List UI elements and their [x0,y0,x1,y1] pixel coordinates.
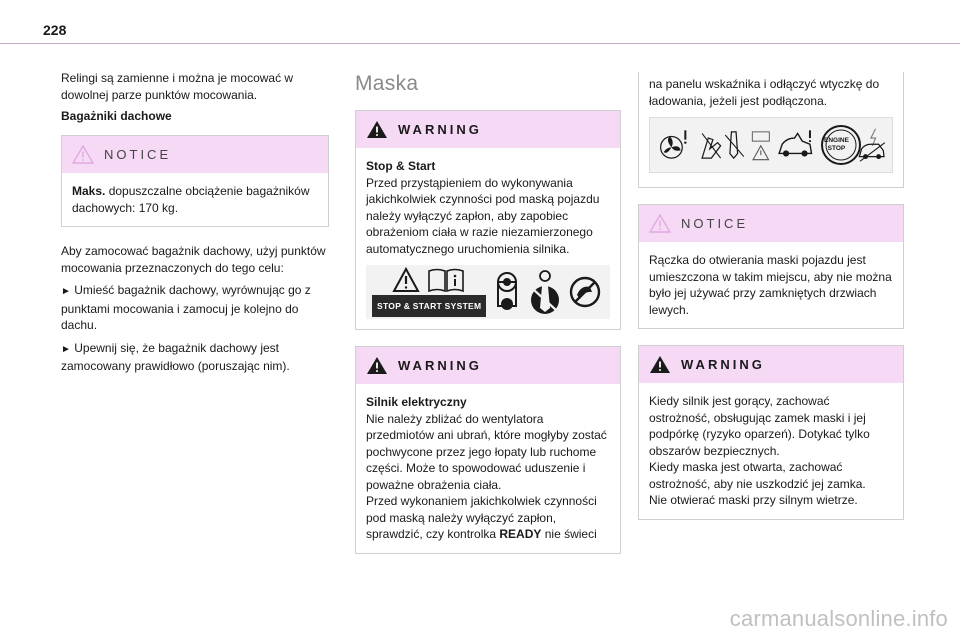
warning-body [356,384,620,553]
warning-box-stop-start [355,110,621,330]
warning-pictogram-icon [392,267,420,293]
belt-pulley-icon [492,270,522,314]
fan-warning-icon [656,122,695,168]
stop-start-badge: STOP & START SYSTEM [372,295,486,318]
notice-text: dopuszczalne obciążenie bagażników dachowych: 170 kg. [72,184,310,215]
notice-box-1 [61,135,329,227]
notice-label: NOTICE [681,216,749,231]
notice-label: NOTICE [104,147,172,162]
column-3 [638,72,904,536]
continued-body [639,72,903,187]
page-number: 228 [43,22,67,38]
step-1: ► Umieść bagażnik dachowy, wyrównując go z punktami mocowania i zamocuj je kolejno do dachu. [61,283,311,332]
warning-triangle-icon [366,356,388,375]
manual-book-icon [426,267,466,293]
warning-label: WARNING [681,357,765,372]
warning-label: WARNING [398,358,482,373]
bonnet-pictograms [649,117,893,173]
notice-body [639,242,903,328]
warning-header [639,346,903,383]
notice-box-2 [638,204,904,329]
engine-stop-label: ENGINE STOP [823,137,849,152]
notice-triangle-icon [649,214,671,233]
warning-triangle-icon [649,355,671,374]
arrow-icon: ► [61,343,71,355]
arrow-icon: ► [61,286,71,297]
notice-header [62,136,328,173]
column-1 [61,70,329,381]
warning-triangle-icon [366,120,388,139]
warning-label: WARNING [398,122,482,137]
engine-stop-button-icon [820,124,852,166]
warning-text-2b: nie świeci [541,527,597,541]
column-2 [355,70,621,570]
stop-start-pictograms [366,265,610,319]
notice-lead: Maks. [72,184,106,198]
step-2: ► Upewnij się, że bagażnik dachowy jest zamocowany prawidłowo (poruszając nim). [61,340,290,373]
warning-header [356,111,620,148]
continued-box [638,72,904,188]
notice-header [639,205,903,242]
warning-text-2: Kiedy maska jest otwarta, zachować ostrożność, aby nie uszkodzić jej zamka. [649,460,866,491]
warning-lead: Stop & Start [366,159,436,173]
section-title-bonnet: Maska [355,72,419,95]
warning-box-electric-motor [355,346,621,554]
warning-header [356,347,620,384]
warning-text: Przed przystąpieniem do wykonywania jakichkolwiek czynności pod maską pojazdu należy wyłączyć zapłon, aby zapobiec obrażeniom ciała w razie niezamierzonego automatycznego uruchomienia silnika. [366,175,600,256]
warning-text-1: Nie należy zbliżać do wentylatora przedmiotów ani ubrań, które mogłyby zostać pochwycone przez jego łopaty lub ruchome części. Może to spowodować uduszenie i poważne obrażenia ciała. [366,411,607,492]
warning-text-1: Kiedy silnik jest gorący, zachować ostrożność, obsługując zamek maski i jej podpórkę (ryzyko oparzeń). Dotykać tylko obszarów bezpiecznych. [649,394,870,458]
intro-text: Relingi są zamienne i można je mocować w dowolnej parze punktów mocowania. [61,71,294,102]
warning-box-hot-engine [638,345,904,520]
header-rule [0,43,960,44]
instructions-para: Aby zamocować bagażnik dachowy, użyj punktów mocowania przeznaczonych do tego celu: [61,244,326,275]
continued-text: na panelu wskaźnika i odłączyć wtyczkę do ładowania, jeżeli jest podłączona. [649,77,880,108]
open-bonnet-warning-icon [776,122,816,168]
warning-body [356,148,620,329]
ready-indicator-text: READY [499,527,542,541]
no-tie-icon [528,268,562,316]
warning-text-3: Nie otwierać maski przy silnym wietrze. [649,493,858,507]
notice-body [62,173,328,226]
watermark: carmanualsonline.info [729,606,948,631]
manual-warning-icon [750,122,772,168]
warning-lead: Silnik elektryczny [366,395,467,409]
subhead-roof-racks: Bagażniki dachowe [61,109,172,123]
notice-triangle-icon [72,145,94,164]
warning-body [639,383,903,519]
warning-text-2a: Przed wykonaniem jakichkolwiek czynności pod maską należy wyłączyć zapłon, sprawdzić, czy kontrolka [366,494,597,541]
no-hands-fan-icon [568,275,602,309]
hands-tie-icon [699,122,747,168]
notice-text: Rączka do otwierania maski pojazdu jest umieszczona w takim miejscu, aby nie można było jej używać przy zamkniętych drzwiach lewych. [649,253,892,317]
